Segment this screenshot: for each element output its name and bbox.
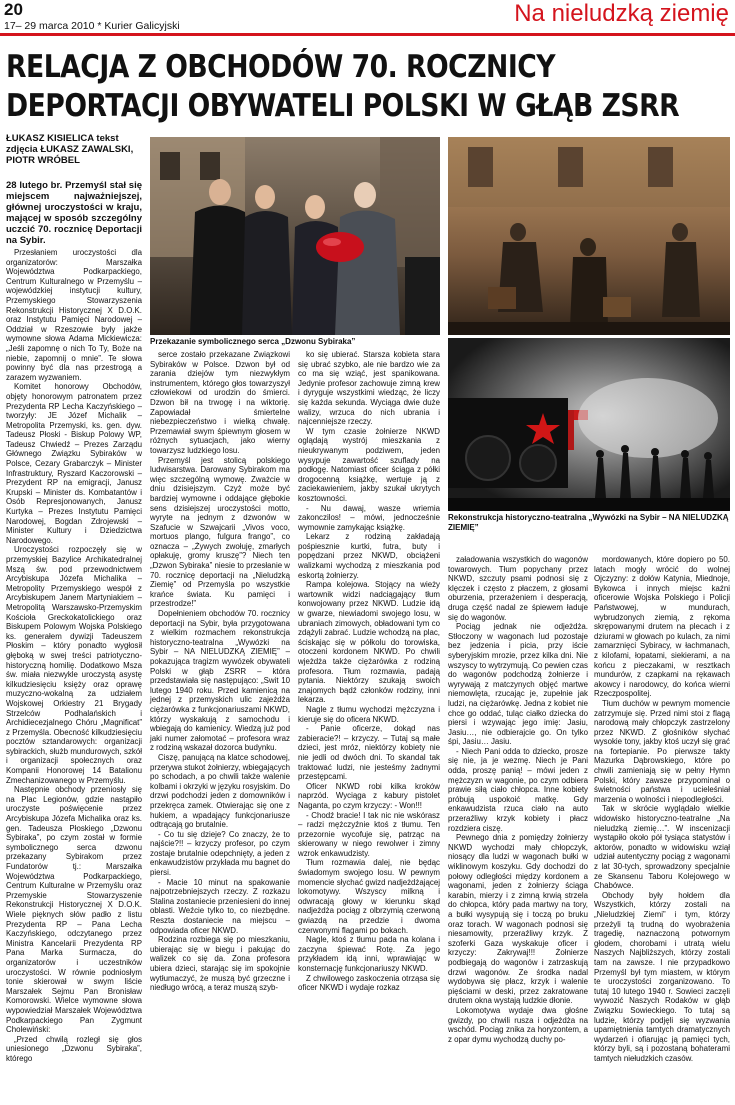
headline xyxy=(6,48,730,126)
photo-deportees-walking xyxy=(448,137,730,335)
paragraph: Przesłaniem uroczystości dla organizatorów: Marszałka Województwa Podkarpackiego, Centrum Kulturalnego w Przemyślu – wojewódzkiej instytucji kultury, Przemyskiego Stowarzyszenia Rekonstrukcji Historycznej X D.O.K. oraz Instytutu Pamięci Narodowej – Oddział w Rzeszowie były jakże wymowne słowa Adama Mickiewicza: „Jeśli zapomnę o nich To Ty, Boże na niebie, zapomnij o mnie”. Te słowa powinny być dla nas przestrogą a zarazem wyzwaniem. xyxy=(6,248,142,382)
paragraph: Tak w skrócie wyglądało wielkie widowisko historyczno-teatralne „Na nieludzką ziemię…”. W inscenizacji wystąpiło około pół tysiąca statystów i aktorów, ponadto w widowisku wziął udział autentyczny pociąg z wagonami z lat 30-tych, sprowadzony specjalnie ze Skansenu Taboru Kolejowego w Chabówce. xyxy=(594,804,730,891)
paragraph: Z chwilowego zaskoczenia otrząsa się oficer NKWD i wydaje rozkaz xyxy=(298,973,440,993)
paragraph: Pociąg jednak nie odjeżdża. Stłoczony w wagonach lud pozostaje bez jedzenia i picia, przy iście syberyjskim mrozie, przez kilka dni. Nie wszyscy to wytrzymują. Co pewien czas do wagonów podchodzą żołnierze i wyrywają z matczynych objęć martwe niemowlęta, rzucając je, zupełnie jak ludzi, na ciężarówkę. Jedna z kobiet nie chce go oddać, tuląc ciałko dziecka do piersi i wzywając jego imię: Jasiu, Jasiu…, nie odbierajcie go. On tylko śpi, Jasiu… Jasiu. xyxy=(448,622,588,747)
paragraph: - Panie oficerze, dokąd nas zabieracie?! – krzyczy. – Tutaj są małe dzieci, jest mróz, niektórzy kobiety nie nie jedli od dwóch dni. To skandal tak traktować ludzi, nie jesteśmy żadnymi przestępcami. xyxy=(298,724,440,782)
headline-line-2: DEPORTACJI OBYWATELI POLSKI W GŁĄB ZSRR xyxy=(6,88,680,124)
article-column-5 xyxy=(594,555,730,1063)
paragraph: Uroczystości rozpoczęły się w przemyskiej Bazylice Archikatedralnej Mszą św. pod przewodnictwem Arcybiskupa Józefa Michalika – Metropolity Przemyskiego wespół z Arcybiskupem Janem Martyniakiem – Metropolitą Warszawsko-Przemyskim Kościoła Greckokatolickiego oraz Biskupem Polowym Wojska Polskiego ks. generałem dywizji Tadeuszem Płoskim – który ponadto wygłosił głęboką w swej treści patriotyczno-historyczną homilię. Dodatkowo Msza św. miała niezwykle uroczystą asystę kilkudziesięciu księży oraz oprawę muzyczno-wokalną za udziałem Wojskowej Orkiestry 21 Brygady Strzelców Podhalańskich i Archidiecezjalnego Chóru „Magnificat” z Przemyśla. Obecność kilkudziesięciu pocztów sztandarowych: organizacji sybirackich, służb mundurowych, szkół i organizacji społecznych oraz Kompanii Honorowej 14 Batalionu Zmechanizowanego w Przemyślu. xyxy=(6,545,142,785)
paragraph: - Chodź bracie! I tak nic nie wskórasz – radzi mężczyźnie ktoś z tłumu. Ten przezornie wycofuje się, patrząc na skierowany w niego rewolwer i zimny wzrok enkawudzisty. xyxy=(298,810,440,858)
page-number: 20 xyxy=(4,0,23,19)
photo-train-reconstruction xyxy=(448,338,730,511)
paragraph: Następnie obchody przeniosły się na Plac Legionów, gdzie nastąpiło uroczyste poświęcenie przez Arcybiskupa Józefa Michalika oraz ks. gen. Tadeusza Płoskiego „Dzwonu Sybiraka”, po czym został w formie symbolicznego serca dzwonu przekazany Sybirakom przez Fundatorów tj.: Marszałka Województwa Podkarpackiego, Centrum Kulturalne w Przemyślu oraz Przemyskie Stowarzyszenie Rekonstrukcji Historycznej X D.O.K. Wiele pięknych słów padło z listu Prezydenta RP – Pana Lecha Kaczyńskiego, odczytanego przez Ministra Kancelarii Prezydenta RP Pana Marka Surmacza, do organizatorów i uczestników uroczystości. W równie podniosłym tonie skierował w swym liście Marszałek Sejmu Pan Bronisław Komorowski. Wielce wymowne słowa wypowiedział Marszałek Województwa Podkarpackiego Pan Zygmunt Cholewiński: xyxy=(6,785,142,1035)
paragraph: Pewnego dnia z pomiędzy żołnierzy NKWD wychodzi mały chłopczyk, niosący dla ludzi w wagonach bułki w wiklinowym koszyku. Gdy dochodzi do połowy odległości między kordonem a wagonami, jeden z żołnierzy ściąga karabin, mierzy i z zimną krwią strzela do chłopca, który pada martwy na tory, a bułki wysypują się i toczą po bruku oraz torach. W wagonach podnosi się niesamowity, przeraźliwy krzyk. Z szoferki Gaza wyskakuje oficer i krzyczy: Zakrywaj!!! Żołnierze podbiegają do wagonów i zatrzaskują drzwi wagonów. Ze środka nadal wydobywa się płacz, krzyk i walenie pięściami w deski, przez zakratowane drutem okna wystają ludzkie dłonie. xyxy=(448,833,588,1006)
article-column-4 xyxy=(448,555,588,1044)
paragraph: Obchody były hołdem dla Wszystkich, którzy zostali na „Nieludzkiej Ziemi” i tym, którzy przeżyli tą trudną do wyobrażenia tragedię, naznaczoną potwornym głodem, chorobami i utratą wielu Naszych Najbliższych, którzy zostali tam na zawsze. I nie przypadkowo Przemyśl był tym miastem, w którym te uroczystości zorganizowano. To tutaj 10 lutego 1940 r. Sowieci zaczęli wywozić Naszych Rodaków w głąb Związku Sowieckiego. To tutaj są ludzie, którzy podjęli się wyzwania upamiętnienia tamtych dramatycznych wydarzeń i ofiarując ją pamięci tych, którzy byli, są i pozostaną bohaterami tamtych niełudzkich czasów. xyxy=(594,890,730,1063)
paragraph: Tłum duchów w pewnym momencie zatrzymuje się. Przed nimi stoi z flagą narodową mały chłopczyk zastrzelony przez NKWD. Z głośników słychać wysokie tony, jakby ktoś uczył się grać na fortepianie. Po pierwsze takty Mazurka Dąbrowskiego, które po chwili zamieniają się w pełny Hymn Polski, który zawsze przypominał o świetności państwa i ucieleśniał marzenia o wolności i niepodległości. xyxy=(594,698,730,804)
paragraph: Tłum rozmawia dalej, nie będąc świadomym swojego losu. W pewnym momencie słychać gwizd nadjeżdżającej lokomotywy. Wszyscy milkną i odwracają głowy w kierunku skąd nadjeżdża pociąg z olbrzymią czerwoną gwiazdą na przedzie i dwoma czerwonymi flagami po bokach. xyxy=(298,858,440,935)
photo-author-1: zdjęcia ŁUKASZ ZAWALSKI, xyxy=(6,144,134,155)
paragraph: Rampa kolejowa. Stojący na wieży wartownik widzi nadciągający tłum konwojowany przez NKWD. Ludzie idą w gwarze, niewiadomi swojego losu, w ubraniach zimowych, obładowani tym co zdążyli zabrać. Ludzie wchodzą na plac, ściskając się w półkolu do torowiska, otoczeni kordonem NKWD. Po chwili wjeżdża także ciężarówka z rodziną profesora. Tłum rozmawia, padają pytania. Niektórzy szukają swoich znajomych bądź członków rodziny, inni lekarza. xyxy=(298,580,440,705)
paragraph: - Co tu się dzieje? Co znaczy, że to najście?!! – krzyczy profesor, po czym zostaje brutalnie odepchnięty, a jeden z enkawudzistów przykłada mu bagnet do piersi. xyxy=(150,829,290,878)
paragraph: „Przed chwilą rozległ się głos uniesionego „Dzwonu Sybiraka”, którego xyxy=(6,1034,142,1063)
photo-heart-handover xyxy=(150,137,440,335)
paragraph: ko się ubierać. Starsza kobieta stara się ubrać szybko, ale nie bardzo wie za co ma się wziąć, jest spanikowana. Jedynie profesor zachowuje zimną krew i dyryguje wszystkimi wiedząc, że liczy się każda sekunda. Wyciąga dwie duże walizy, wrzuca do nich ubrania i najcenniejsze rzeczy. xyxy=(298,350,440,427)
paragraph: mordowanych, które dopiero po 50. latach mogły wrócić do wolnej Ojczyzny: z dołów Katynia, Miednoje, Bykowca i innych miejsc kaźni oficerowie Wojska Polskiego i Policji Państwowej, w mundurach, wybrudzonych ziemią, z rękoma skrępowanymi drutem na plecach i z dziurami w głowach po kulach, za nimi zamarznięci Sybiracy, w łachmanach, z kilofami, łopatami, siekierami, a na końcu z pieczakami, w resztkach mundurów, z czapkami na rękawach akowcy i narodowcy, do końca wierni Rzeczpospolitej. xyxy=(594,555,730,699)
paragraph: Dopełnieniem obchodów 70. rocznicy deportacji na Sybir, była przygotowana z wielkim rozmachem rekonstrukcja historyczno-teatralna „Wywózki na Sybir – NA NIELUDZKĄ ZIEMIĘ” – pokazująca tragizm wywózek obywateli Polski w głąb ZSRR – która przedstawiała się następująco: „Swit 10 lutego 1940 roku. Przed kamienicą na jednej z przemyskich ulic zajeżdża ciężarówka z funkcjonariuszami NKWD, którzy wyskakują z samochodu i wbiegają do kamienicy. Wiedzą już pod jaki numer załomotać – profesora wraz z rodziną wskazał dozorca budynku. xyxy=(150,609,290,753)
dateline: 17– 29 marca 2010 * Kurier Galicyjski xyxy=(4,20,180,32)
photo-author-2: PIOTR WRÓBEL xyxy=(6,155,80,166)
headline-line-1: RELACJA Z OBCHODÓW 70. ROCZNICY xyxy=(6,49,556,85)
article-column-2 xyxy=(150,350,290,993)
paragraph: - Nu dawaj, wasze wriemia zakonczilos! – mówi, jednocześnie wymownie zamykając książkę. xyxy=(298,503,440,532)
paragraph: - Niech Pani odda to dziecko, prosze się nie, ja je wezmę. Niech je Pani odda, proszę panią! – mówi jeden z mężczyzn w wagonie, po czym odbiera prawie siłą ciało chłopca. Inne kobiety próbują uspokoić matkę. Gdy enkawudzista rzuca ciało na auto przeraźliwy krzyk kobiety i płacz rozdziera ciszę. xyxy=(448,746,588,833)
paragraph: Ciszę, panującą na klatce schodowej, przerywa stukot żołnierzy, wbiegających po schodach, a po chwili także walenie kolbami i okrzyki w języku rosyjskim. Do drzwi podchodzi jeden z domowników i przekręca zamek. Otwierając się one z hukiem, a wpadający funkcjonariusze odtrącają go brutalnie. xyxy=(150,752,290,830)
paragraph: - Macie 10 minut na spakowanie najpotrzebniejszych rzeczy. Z rozkazu Stalina zostaniecie przeniesieni do innej oblasti. Weźcie tylko to, co niezbędne. Reszta dostaniecie na miejscu – odpowiada oficer NKWD. xyxy=(150,877,290,935)
lead-paragraph: 28 lutego br. Przemyśl stał się miejscem najważniejszej, głównej uroczystości w kraju, mającej w sposób szczególny uczcić 70. rocznicę Deportacji na Sybir. xyxy=(6,180,142,246)
section-title: Na nieludzką ziemię xyxy=(514,0,729,27)
paragraph: W tym czasie żołnierze NKWD oglądają wystrój mieszkania z nieukrywanym podziwem, jeden wysypuje zawartość szuflady na podłogę. Natomiast oficer ściąga z półki drogocenną książkę, wertuje ją z zaciekawieniem, jakby szukał ukrytych kosztowności. xyxy=(298,426,440,503)
paragraph: Nagle, ktoś z tłumu pada na kolana i zaczyna śpiewać Rotę. Za jego przykładem idą inni, wprawiając w konsternację funkcjonariuszy NKWD. xyxy=(298,935,440,973)
paragraph: Oficer NKWD robi kilka kroków naprzód. Wyciąga z kabury pistolet Naganta, po czym krzyczy: - Won!!! xyxy=(298,781,440,810)
caption-photo-1: Przekazanie symbolicznego serca „Dzwonu Sybiraka” xyxy=(150,337,356,346)
article-column-3 xyxy=(298,350,440,993)
header-rule xyxy=(0,33,735,36)
paragraph: serce zostało przekazane Związkowi Sybiraków w Polsce. Dzwon był od zarania dziejów tym niezwykłym instrumentem, którego głos towarzyszył człowiekowi od urodzin do śmierci. Dzwon bił na trwogę i na wiktorię. Zapowiadał śmiertelne niebezpieczeństwo i wielką chwałę. Przemawiał swym śpiewnym głosem w różnych sytuacjach, jako wierny towarzysz ludzkiego losu. xyxy=(150,350,290,455)
paragraph: Lokomotywa wydaje dwa głośne gwizdy, po chwili rusza i odjeżdża na wschód. Pociąg znika za horyzontem, a z opar dymu wychodzą duchy po- xyxy=(448,1005,588,1044)
caption-photo-3: Rekonstrukcja historyczno-teatralna „Wywózki na Sybir – NA NIELUDZKĄ ZIEMIĘ” xyxy=(448,513,729,532)
paragraph: Lekarz z rodziną zakładają pośpiesznie kurtki, futra, buty i popędzani przez NKWD, obciążeni walizkami wychodzą z mieszkania pod eskortą żołnierzy. xyxy=(298,532,440,580)
paragraph: Przemyśl jest stolicą polskiego ludwisarstwa. Darowany Sybirakom ma więc szczególną wymowę. Zważcie w dniu dzisiejszym. Czyż może być bardziej wymowne i oddające głębokie sens dzisiejszej uroczystości motto, wyryte na jednym z dzwonów w Szafucie w Szwajcarii „Vivos voco, mortuos plango, fulgura frango”, co oznacza – „Żywych zwołuję, zmarłych opłakuję, gromy kruszę”? Niech ten „Dzwon Sybiraka” niesie to przesłanie w 70. rocznicę deportacji na „Nieludzką Ziemię” od Przemyśla po wszystkie krańce świata. Ku pamięci i przestrodze!” xyxy=(150,455,290,609)
article-column-1 xyxy=(6,180,142,1063)
paragraph: Komitet honorowy Obchodów, objęty honorowym patronatem przez Prezydenta RP Lecha Kaczyńskiego – tworzyły: JE Józef Michalik – Metropolita Przemyski, ks. gen. dyw. Tadeusz Płoski - Biskup Polowy WP, Tadeusz Chwiedź – Prezes Zarządu Głównego Związku Sybiraków w Polsce, Cezary Grabarczyk – Minister Infrastruktury, Ryszard Kaczorowski – Prezydent RP na emigracji, Janusz Krupski – Minister ds. Kombatantów i Osób Represjonowanych, Janusz Kurtyka – Prezes Instytutu Pamięci Narodowej, Bogdan Zdrojewski – Minister Kultury i Dziedzictwa Narodowego. xyxy=(6,382,142,545)
paragraph: Rodzina rozbiega się po mieszkaniu, ubierając się w biegu i pakując do walizek co się da. Zona profesora ubiera dzieci, starając się im spokojnie wytłumaczyć, że muszą być grzeczne i niedługo wrócą, a teraz muszą szyb- xyxy=(150,935,290,993)
paragraph: załadowania wszystkich do wagonów towarowych. Tłum popychany przez NKWD, szczuty psami podnosi się z klęczek i często z płaczem, z głosami oburzenia, przerażeniem i desperacją, druga część nadal ze śpiewem ładuje się do wagonów. xyxy=(448,555,588,622)
byline xyxy=(6,133,142,166)
paragraph: Nagle z tłumu wychodzi mężczyzna i kieruje się do oficera NKWD. xyxy=(298,704,440,724)
text-author: ŁUKASZ KISIELICA tekst xyxy=(6,133,119,144)
